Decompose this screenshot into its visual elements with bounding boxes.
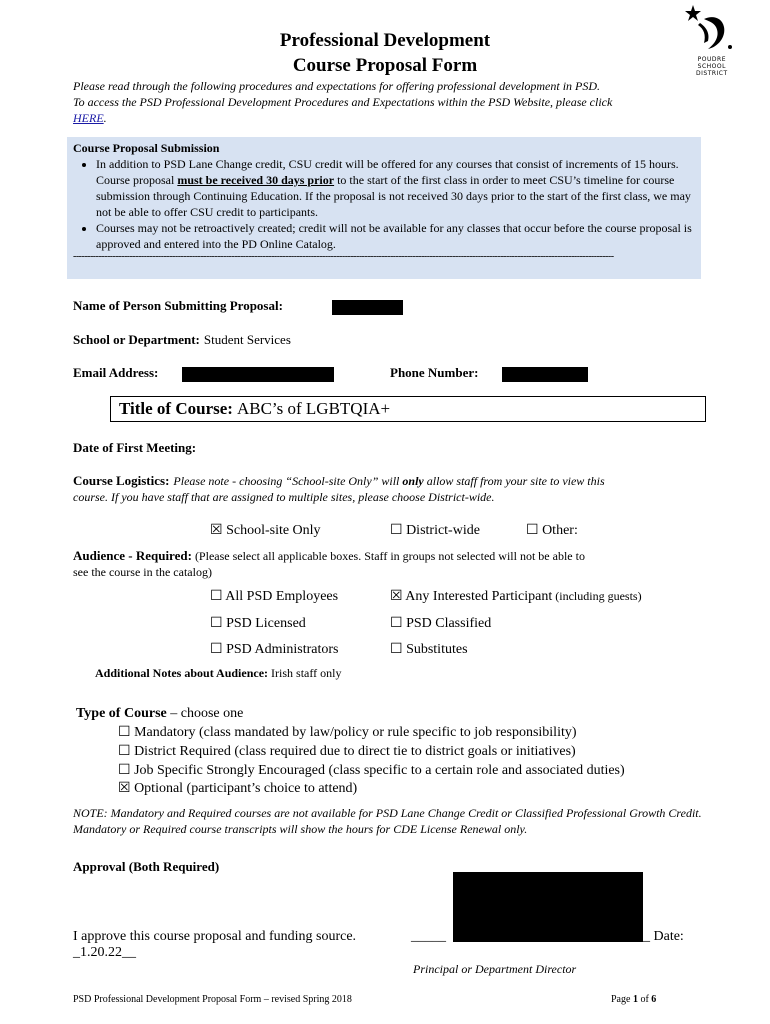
audience-notes: Additional Notes about Audience: Irish staff only bbox=[95, 666, 342, 680]
audience-option-licensed[interactable]: ☐ PSD Licensed bbox=[210, 616, 306, 631]
logistics-label: Course Logistics: bbox=[73, 473, 170, 488]
logo-text: SCHOOL bbox=[697, 63, 726, 70]
redacted-email bbox=[182, 367, 334, 382]
school-label: School or Department: bbox=[73, 332, 200, 347]
checkbox-icon: ☐ bbox=[118, 725, 131, 740]
here-link[interactable]: HERE bbox=[73, 111, 104, 125]
checkbox-icon: ☐ bbox=[390, 616, 403, 631]
checkbox-icon: ☐ bbox=[390, 642, 403, 657]
logistics-option-district-wide[interactable]: ☐ District-wide bbox=[390, 523, 480, 538]
logo-text: POUDRE bbox=[697, 56, 726, 63]
school-value[interactable]: Student Services bbox=[203, 332, 291, 347]
course-title-value[interactable]: ABC’s of LGBTQIA+ bbox=[236, 399, 391, 418]
page-number: Page 1 of 6 bbox=[611, 994, 657, 1005]
signature-line[interactable] bbox=[454, 940, 643, 941]
name-label: Name of Person Submitting Proposal: bbox=[73, 298, 283, 313]
checkbox-icon: ☐ bbox=[526, 523, 539, 538]
audience-option-classified[interactable]: ☐ PSD Classified bbox=[390, 616, 492, 631]
checkbox-icon: ☐ bbox=[210, 589, 223, 604]
phone-label: Phone Number: bbox=[390, 365, 479, 380]
checkbox-checked-icon: ☒ bbox=[210, 523, 223, 538]
audience-label: Audience - Required: bbox=[73, 548, 192, 563]
divider: ----------------------------------------------------------------------------------------------------------------------------------------------------------------------------------------------- bbox=[73, 252, 614, 262]
audience-section: Audience - Required: (Please select all applicable boxes. Staff in groups not selected will not be able to see the course in the catalog) bbox=[73, 548, 585, 579]
checkbox-checked-icon: ☒ bbox=[118, 781, 131, 796]
intro-text: Please read through the following procedures and expectations for offering professional development in PSD. To access the PSD Professional Development Procedures and Expectations within the PSD Website, please click HERE. bbox=[73, 78, 713, 126]
checkbox-checked-icon: ☒ bbox=[390, 589, 403, 604]
submission-bullet: • In addition to PSD Lane Change credit, CSU credit will be offered for any courses that consist of increments of 15 hours. Course proposal must be received 30 days prior to the start of the first class in order to meet CSU’s timeline for course submission through Continuing Education. If the proposal is not received 30 days prior to the start of the first class, we may not be able to offer CSU credit to participants. bbox=[96, 156, 695, 220]
date-label-approval: _ Date: bbox=[643, 929, 684, 944]
audience-option-any-interested[interactable]: ☒ Any Interested Participant (including guests) bbox=[390, 589, 642, 604]
course-title-label: Title of Course: bbox=[119, 399, 233, 418]
submission-bullet: • Courses may not be retroactively created; credit will not be available for any classes that occur before the course proposal is approved and entered into the PD Online Catalog. bbox=[96, 220, 695, 252]
logistics-option-other[interactable]: ☐ Other: bbox=[526, 523, 578, 538]
course-type-mandatory[interactable]: ☐ Mandatory (class mandated by law/policy or rule specific to job responsibility) bbox=[118, 725, 577, 740]
course-type-job-specific[interactable]: ☐ Job Specific Strongly Encouraged (class specific to a certain role and associated duties) bbox=[118, 763, 625, 778]
logo-text: DISTRICT bbox=[696, 70, 728, 77]
redacted-signature bbox=[453, 872, 643, 942]
checkbox-icon: ☐ bbox=[118, 763, 131, 778]
footer-text: PSD Professional Development Proposal Form – revised Spring 2018 bbox=[73, 994, 352, 1005]
checkbox-icon: ☐ bbox=[390, 523, 403, 538]
submission-info-box bbox=[67, 137, 701, 279]
logistics-option-school-site[interactable]: ☒ School-site Only bbox=[210, 523, 321, 538]
date-label: Date of First Meeting: bbox=[73, 440, 197, 455]
course-title-box[interactable] bbox=[110, 396, 706, 422]
page-subtitle: Course Proposal Form bbox=[292, 55, 478, 76]
approval-date[interactable]: _1.20.22__ bbox=[73, 945, 136, 960]
course-type-district-required[interactable]: ☐ District Required (class required due to direct tie to district goals or initiatives) bbox=[118, 744, 576, 759]
course-type-heading: Type of Course – choose one bbox=[76, 706, 244, 721]
audience-option-all-psd[interactable]: ☐ All PSD Employees bbox=[210, 589, 339, 604]
audience-option-administrators[interactable]: ☐ PSD Administrators bbox=[210, 642, 339, 657]
checkbox-icon: ☐ bbox=[118, 744, 131, 759]
audience-notes-value[interactable]: Irish staff only bbox=[271, 666, 342, 680]
checkbox-icon: ☐ bbox=[210, 642, 223, 657]
checkbox-icon: ☐ bbox=[210, 616, 223, 631]
redacted-name bbox=[332, 300, 403, 315]
signature-line-start: _____ bbox=[411, 929, 446, 944]
approval-statement: I approve this course proposal and funding source. bbox=[73, 929, 357, 944]
approval-label: Approval (Both Required) bbox=[73, 859, 220, 874]
redacted-phone bbox=[502, 367, 588, 382]
logistics-section: Course Logistics: Please note - choosing “School-site Only” will only allow staff from your site to view this course. If you have staff that are assigned to multiple sites, please choose District-wide. bbox=[73, 473, 605, 504]
intro-line: Please read through the following procedures and expectations for offering professional development in PSD. bbox=[73, 79, 601, 93]
intro-line: To access the PSD Professional Development Procedures and Expectations within the PSD Website, please click bbox=[73, 95, 613, 109]
signer-title: Principal or Department Director bbox=[413, 962, 577, 976]
submission-heading: Course Proposal Submission bbox=[73, 141, 220, 155]
course-type-optional[interactable]: ☒ Optional (participant’s choice to attend) bbox=[118, 781, 358, 796]
email-label: Email Address: bbox=[73, 365, 159, 380]
audience-option-substitutes[interactable]: ☐ Substitutes bbox=[390, 642, 468, 657]
page-title: Professional Development bbox=[279, 30, 491, 51]
course-type-note: NOTE: Mandatory and Required courses are not available for PSD Lane Change Credit or Classified Professional Growth Credit. Mandatory or Required course transcripts will show the hours for CDE License Renewal only. bbox=[73, 806, 702, 836]
